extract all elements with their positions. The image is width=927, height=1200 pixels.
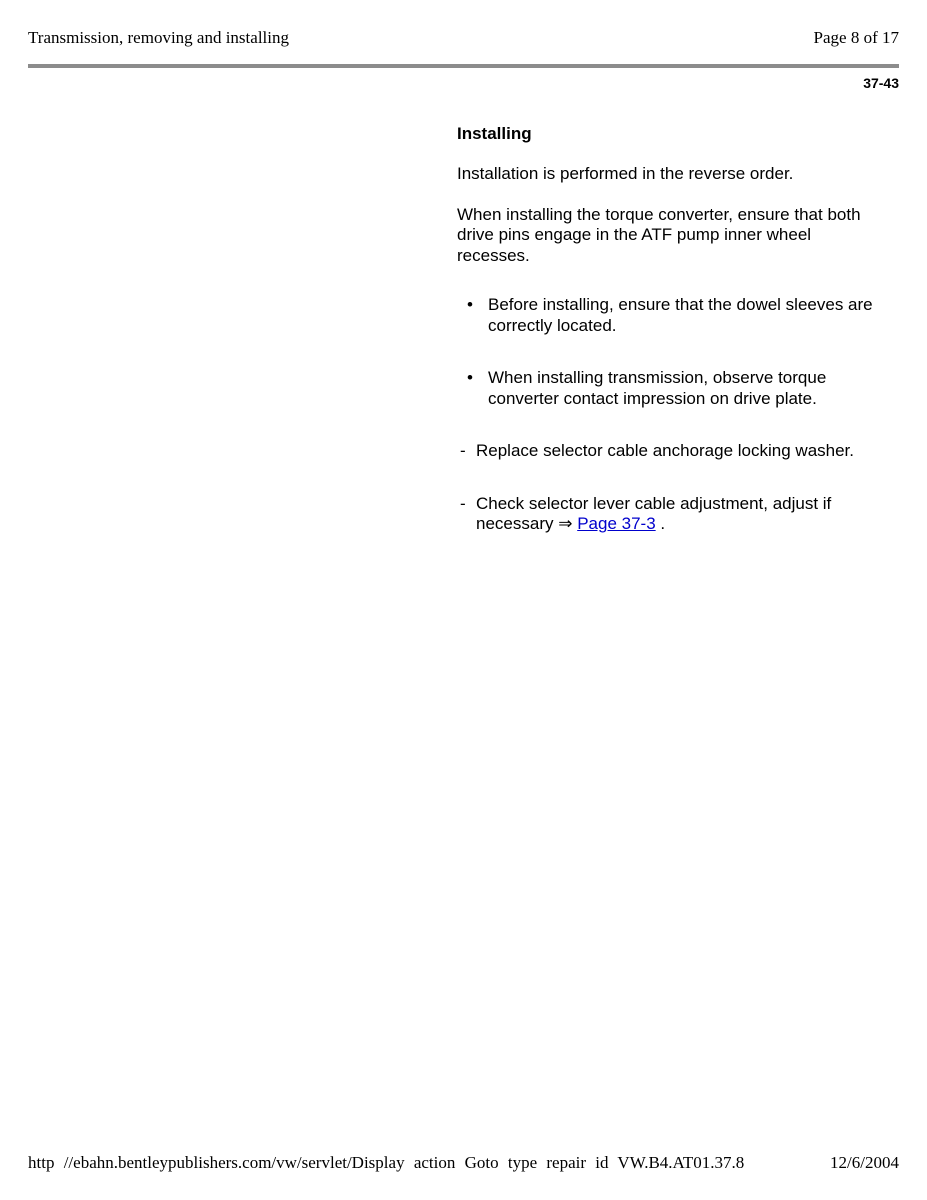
list-item: [457, 295, 877, 336]
list-item-text: When installing transmission, observe torque converter contact impression on drive plate.: [488, 368, 827, 408]
paragraph-installation-order: Installation is performed in the reverse order.: [457, 164, 794, 183]
list-item: [457, 368, 877, 409]
bullet-icon: •: [467, 368, 473, 387]
link-suffix: .: [660, 514, 666, 533]
arrow-right-icon: ⇒: [558, 514, 573, 533]
section-heading: Installing: [457, 124, 532, 143]
print-date: 12/6/2004: [830, 1153, 899, 1172]
page-reference-link[interactable]: Page 37-3: [577, 514, 656, 533]
document-title: Transmission, removing and installing: [28, 28, 289, 47]
list-item-text: Before installing, ensure that the dowel sleeves are correctly located.: [488, 295, 873, 335]
header-divider: [28, 64, 899, 68]
step-item: [457, 441, 877, 462]
paragraph-torque-converter: When installing the torque converter, ensure that both drive pins engage in the ATF pump inner wheel recesses.: [457, 204, 861, 265]
page-number: Page 8 of 17: [813, 28, 899, 47]
step-text: Replace selector cable anchorage locking washer.: [476, 441, 855, 460]
step-item: [457, 494, 877, 535]
source-url: http //ebahn.bentleypublishers.com/vw/servlet/Display action Goto type repair id VW.B4.AT01.37.8: [28, 1153, 745, 1172]
bullet-icon: •: [467, 295, 473, 314]
step-text: Check selector lever cable adjustment, adjust if necessary: [476, 493, 832, 533]
main-content: [457, 124, 877, 567]
dash-icon: -: [460, 493, 466, 513]
page-header: [28, 28, 899, 50]
dash-icon: -: [460, 441, 466, 460]
section-code: 37-43: [863, 75, 899, 91]
